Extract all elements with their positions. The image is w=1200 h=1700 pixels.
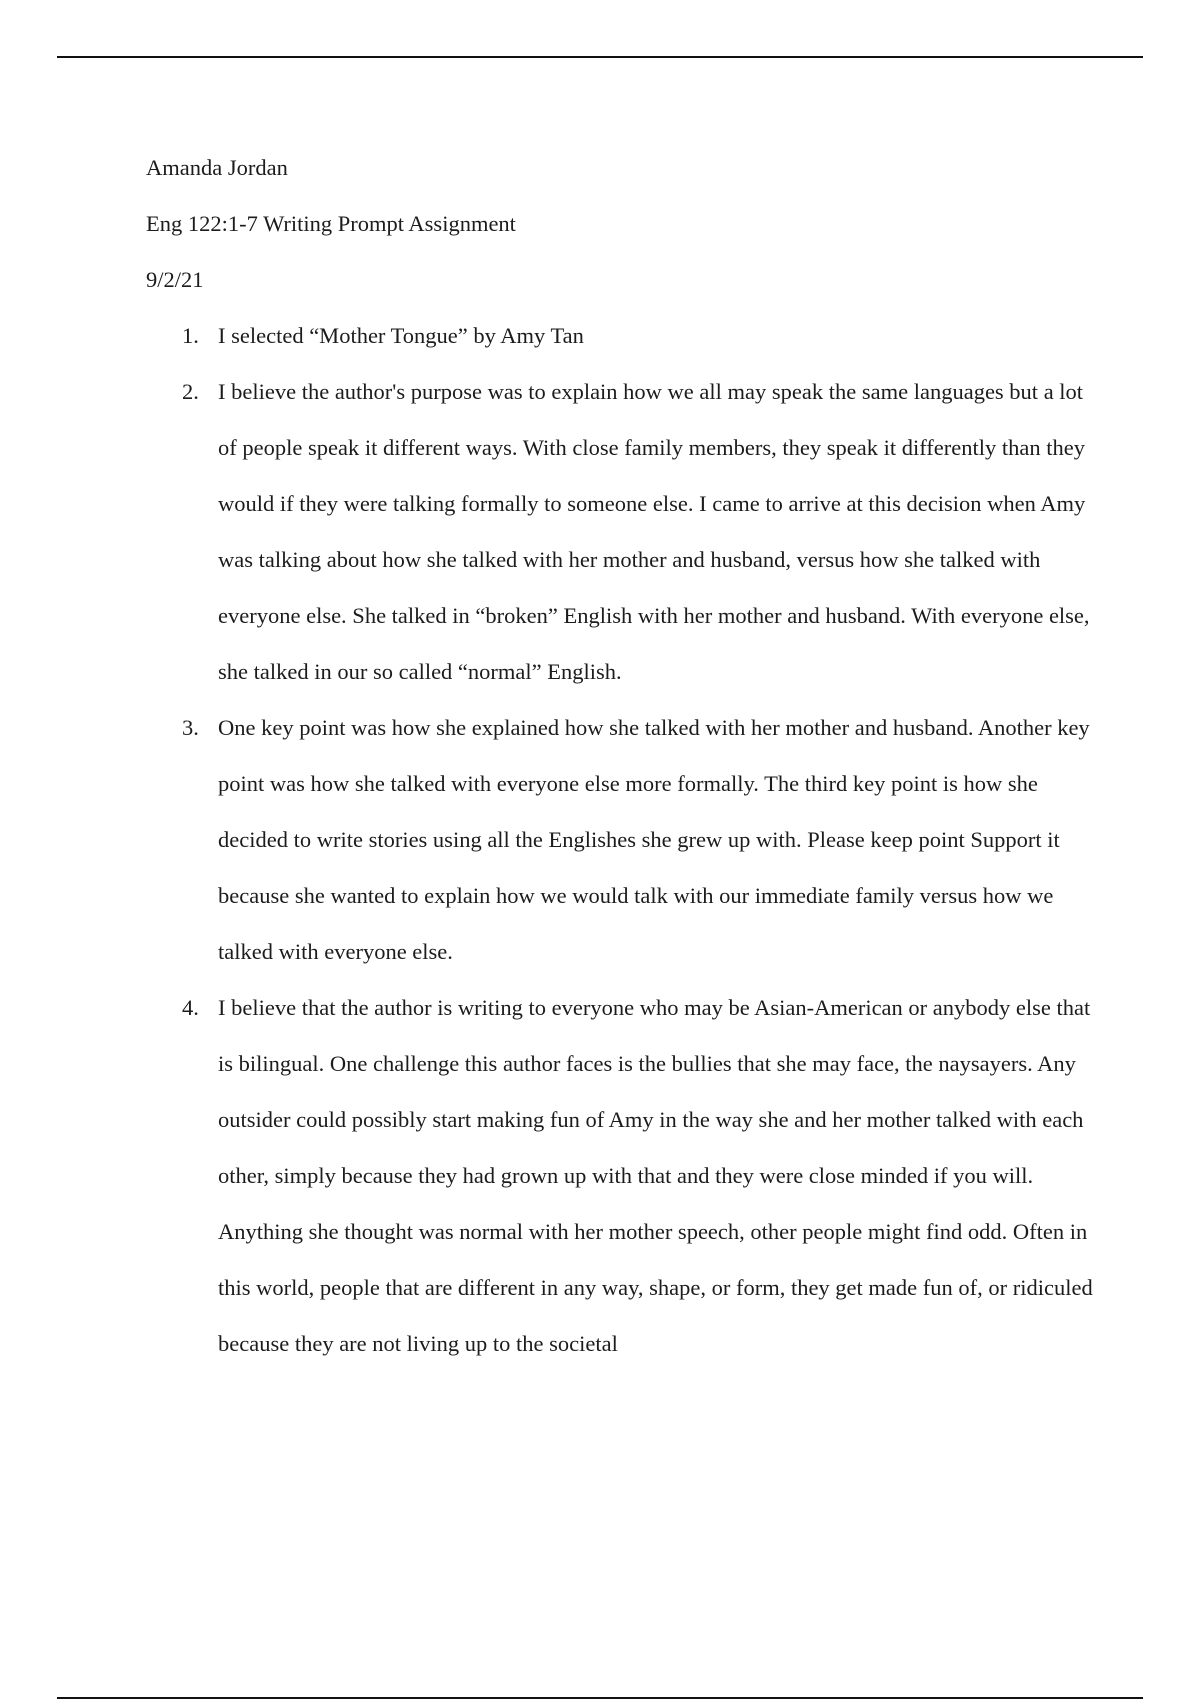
list-item	[146, 980, 1098, 1372]
course-title: Eng 122:1-7 Writing Prompt Assignment	[146, 211, 516, 236]
list-item-text: I selected “Mother Tongue” by Amy Tan	[218, 323, 584, 348]
list-item	[146, 308, 1098, 364]
document-page	[146, 140, 1096, 1372]
page-top-rule	[57, 56, 1143, 58]
list-item-text: I believe that the author is writing to everyone who may be Asian-American or anybody else that is bilingual. One challenge this author faces is the bullies that she may face, the naysayers. Any outsider could possibly start making fun of Amy in the way she and her mother talked with each other, simply because they had grown up with that and they were close minded if you will. Anything she thought was normal with her mother speech, other people might find odd. Often in this world, people that are different in any way, shape, or form, they get made fun of, or ridiculed because they are not living up to the societal	[218, 995, 1093, 1356]
list-item-text: One key point was how she explained how she talked with her mother and husband. Another key point was how she talked with everyone else more formally. The third key point is how she decided to write stories using all the Englishes she grew up with. Please keep point Support it because she wanted to explain how we would talk with our immediate family versus how we talked with everyone else.	[218, 715, 1090, 964]
list-item-number: 2.	[182, 379, 199, 404]
author-name: Amanda Jordan	[146, 155, 288, 180]
list-item-number: 4.	[182, 995, 199, 1020]
list-item	[146, 364, 1098, 700]
list-item-text: I believe the author's purpose was to explain how we all may speak the same languages but a lot of people speak it different ways. With close family members, they speak it differently than they would if they were talking formally to someone else. I came to arrive at this decision when Amy was talking about how she talked with her mother and husband, versus how she talked with everyone else. She talked in “broken” English with her mother and husband. With everyone else, she talked in our so called “normal” English.	[218, 379, 1090, 684]
assignment-date: 9/2/21	[146, 267, 204, 292]
page-bottom-rule	[57, 1697, 1143, 1699]
prompt-response-list	[146, 308, 1096, 1372]
list-item	[146, 700, 1098, 980]
list-item-number: 3.	[182, 715, 199, 740]
list-item-number: 1.	[182, 323, 199, 348]
